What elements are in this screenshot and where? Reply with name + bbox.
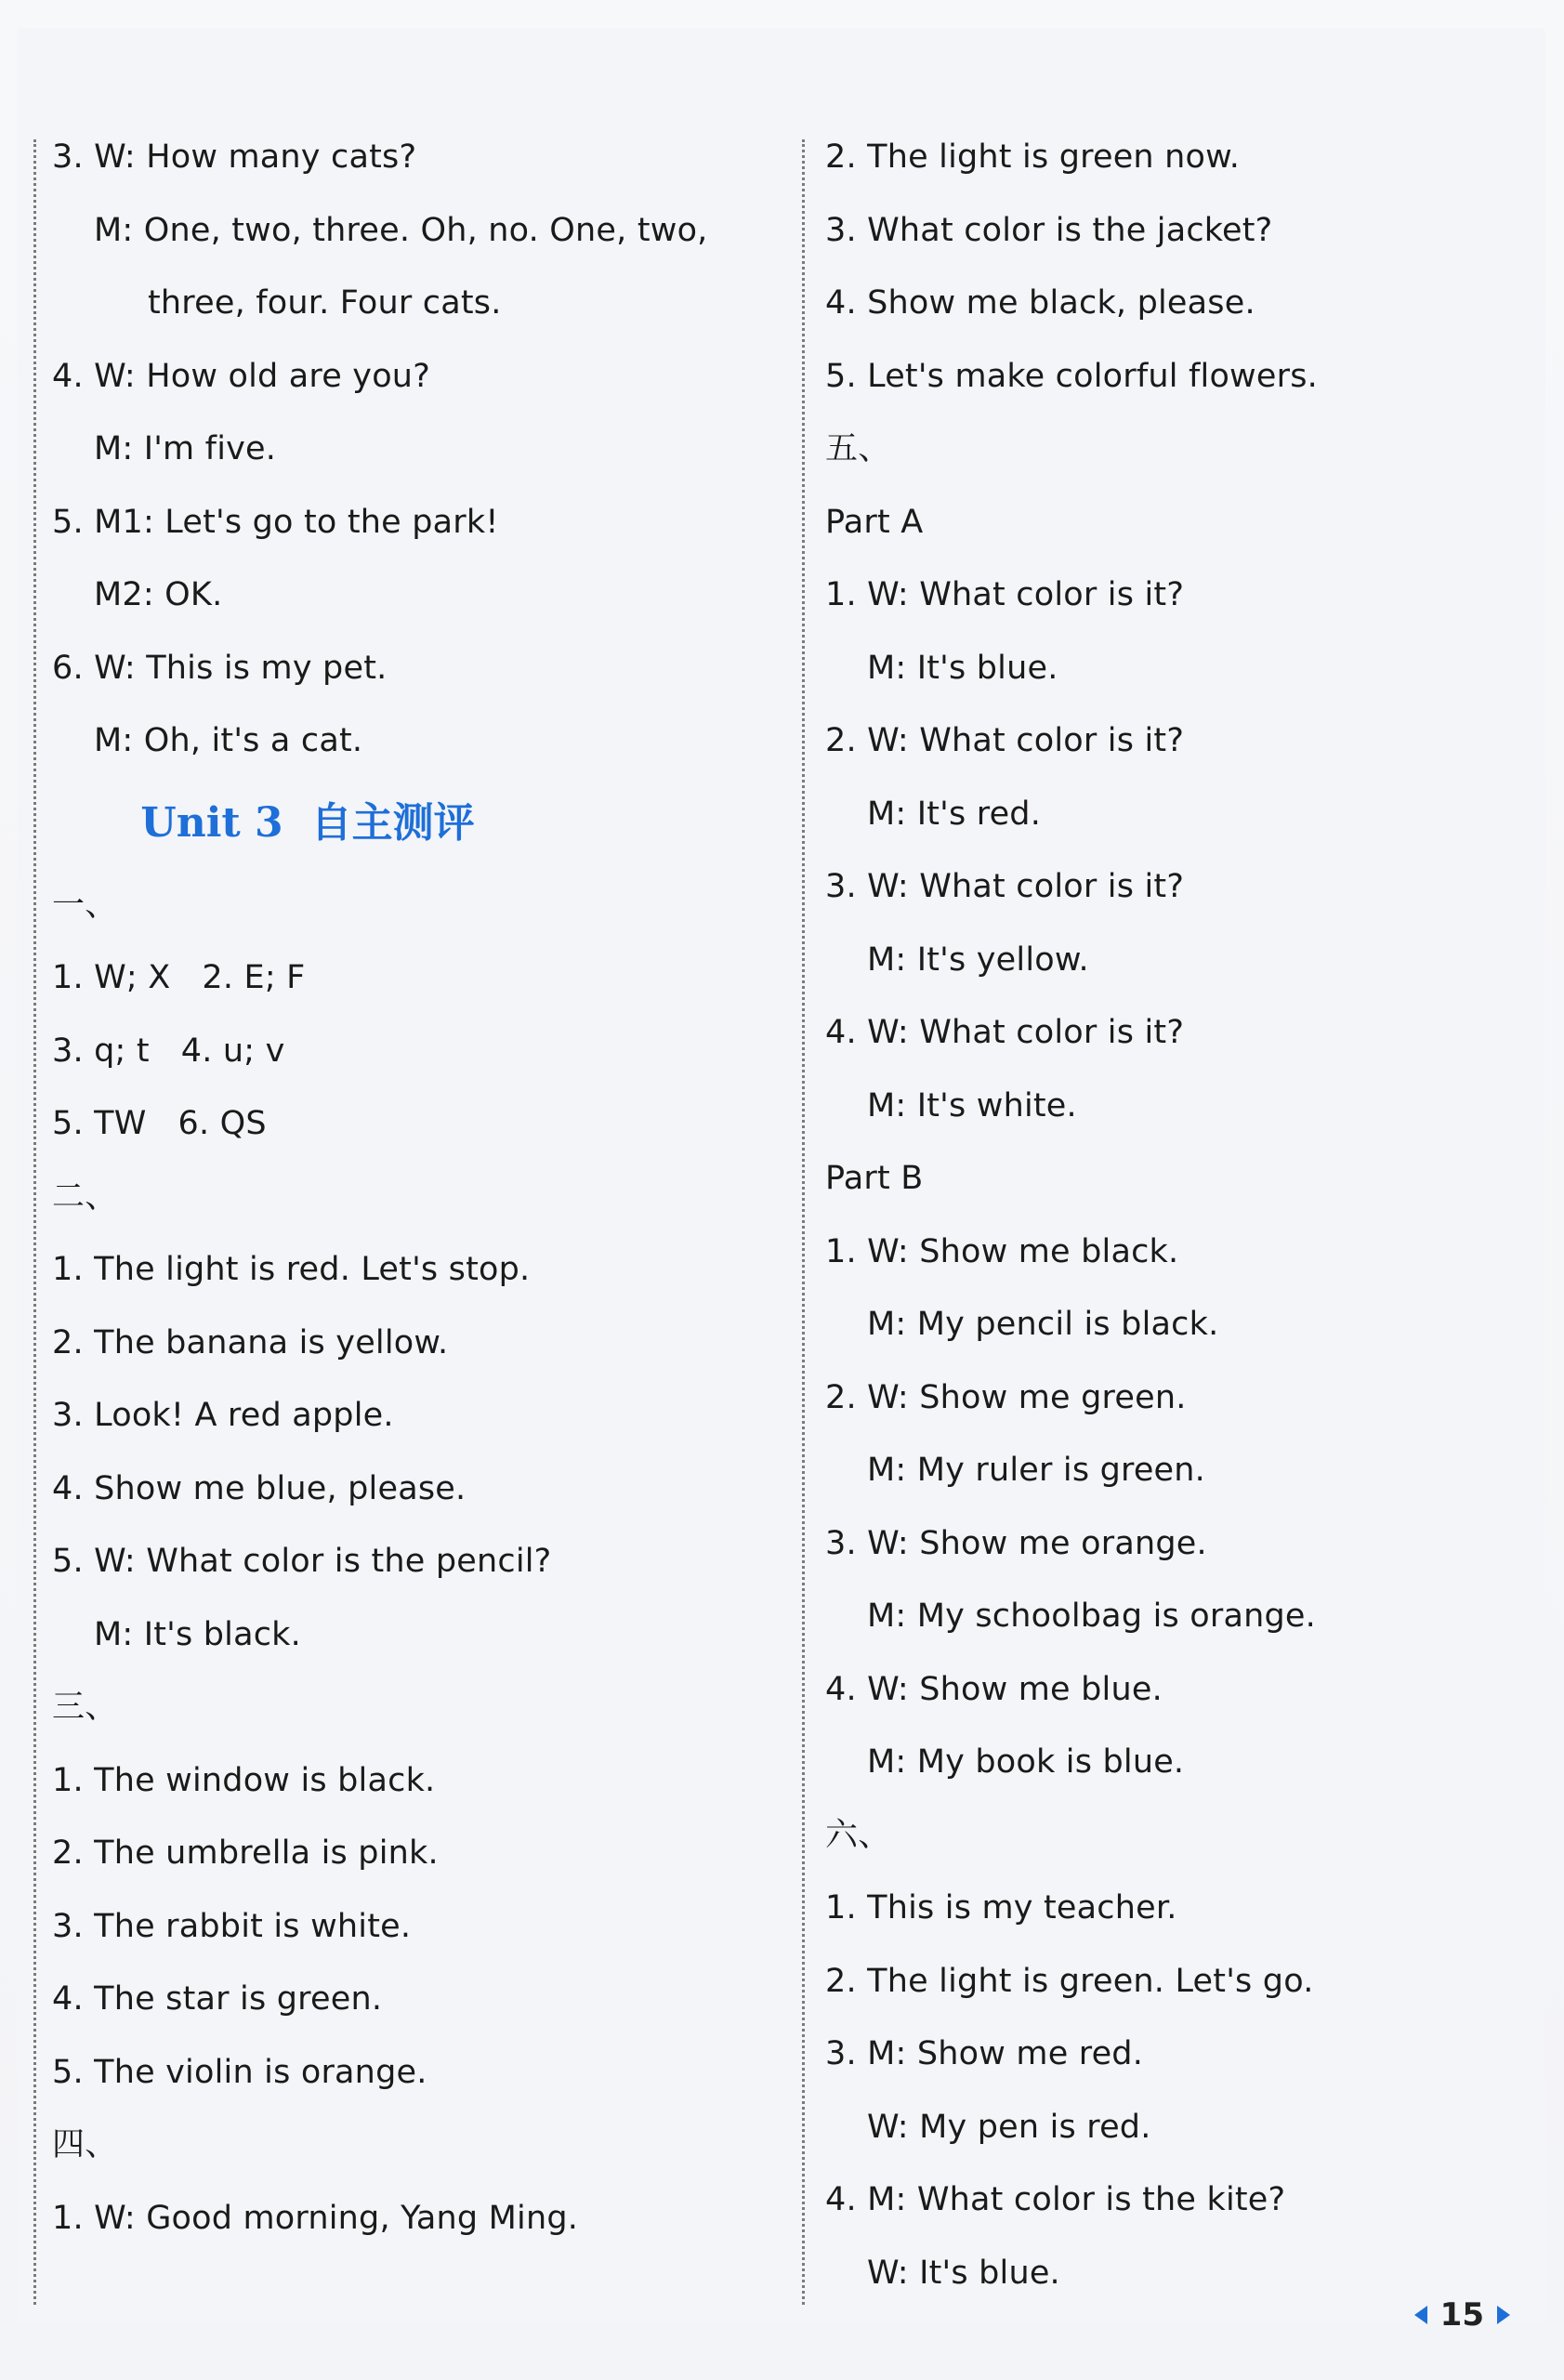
answer-line: M: Oh, it's a cat.	[94, 722, 363, 759]
answer-line: 2. The light is green now.	[825, 138, 1241, 176]
answer-line: 4. Show me blue, please.	[52, 1469, 467, 1507]
answer-line: 2. W: Show me green.	[825, 1378, 1187, 1416]
answer-line: M: One, two, three. Oh, no. One, two,	[94, 211, 708, 249]
answer-line: 2. The umbrella is pink.	[52, 1834, 439, 1872]
answer-line: 六、	[825, 1816, 891, 1854]
answer-line: M: My ruler is green.	[867, 1452, 1205, 1489]
answer-line: 5. M1: Let's go to the park!	[52, 503, 499, 541]
left-column	[52, 121, 795, 2255]
unit-heading	[52, 778, 795, 869]
answer-line: Part B	[825, 1160, 924, 1197]
answer-line: W: My pen is red.	[867, 2108, 1151, 2146]
answer-line: 6. W: This is my pet.	[52, 649, 388, 687]
answer-line: 4. W: How old are you?	[52, 357, 430, 395]
right-lines	[825, 121, 1531, 2309]
answer-line: 3. What color is the jacket?	[825, 211, 1273, 249]
answer-line: 3. W: Show me orange.	[825, 1524, 1207, 1562]
answer-line: M: It's black.	[94, 1615, 301, 1653]
answer-line: M: It's yellow.	[867, 940, 1089, 979]
answer-line: 一、	[52, 886, 118, 924]
answer-line: 3. q; t 4. u; v	[52, 1032, 285, 1070]
answer-line: three, four. Four cats.	[148, 284, 502, 322]
answer-line: 4. Show me black, please.	[825, 284, 1255, 322]
answer-line: 5. Let's make colorful flowers.	[825, 357, 1318, 395]
answer-line: 4. W: What color is it?	[825, 1014, 1185, 1051]
answer-line: M: My schoolbag is orange.	[867, 1598, 1316, 1635]
answer-line: M2: OK.	[94, 576, 223, 613]
answer-line: 3. W: How many cats?	[52, 138, 417, 176]
answer-line: 1. The light is red. Let's stop.	[52, 1251, 531, 1288]
answer-line: 4. W: Show me blue.	[825, 1670, 1163, 1708]
triangle-left-icon	[1414, 2306, 1427, 2324]
right-column	[825, 121, 1531, 2309]
triangle-right-icon	[1497, 2306, 1510, 2324]
answer-line: M: It's blue.	[867, 649, 1058, 687]
answer-line: 二、	[52, 1177, 118, 1216]
page-number: 15	[1439, 2296, 1484, 2334]
answer-line: 2. The light is green. Let's go.	[825, 1962, 1314, 2000]
column-divider	[802, 139, 805, 2305]
unit-label: Unit 3	[140, 798, 283, 847]
answer-line: 3. W: What color is it?	[825, 868, 1185, 905]
answer-line: W: It's blue.	[867, 2254, 1060, 2292]
answer-line: 2. W: What color is it?	[825, 722, 1185, 759]
answer-line: 3. The rabbit is white.	[52, 1907, 412, 1945]
answer-line: 1. W; X 2. E; F	[52, 959, 306, 996]
page-navigator	[1414, 2296, 1510, 2334]
answer-line: 1. This is my teacher.	[825, 1889, 1177, 1926]
unit-title: 自主测评	[310, 798, 475, 847]
answer-line: 2. The banana is yellow.	[52, 1323, 449, 1361]
answer-line: 3. M: Show me red.	[825, 2035, 1144, 2072]
answer-line: Part A	[825, 503, 924, 541]
left-dotted-border	[33, 139, 36, 2305]
answer-line: 1. W: Good morning, Yang Ming.	[52, 2199, 579, 2237]
answer-line: 四、	[52, 2126, 118, 2163]
answer-line: M: It's white.	[867, 1086, 1077, 1124]
answer-line: 1. W: Show me black.	[825, 1232, 1179, 1270]
answer-line: 5. TW 6. QS	[52, 1105, 267, 1142]
answer-line: 5. The violin is orange.	[52, 2053, 427, 2091]
answer-line: 4. M: What color is the kite?	[825, 2181, 1286, 2218]
left-lines	[52, 121, 795, 778]
left-lines-after-heading	[52, 869, 795, 2255]
answer-line: M: It's red.	[867, 795, 1042, 833]
answer-line: 1. The window is black.	[52, 1761, 436, 1799]
answer-line: M: I'm five.	[94, 430, 277, 467]
answer-line: 三、	[52, 1689, 118, 1726]
answer-line: 五、	[825, 430, 891, 467]
answer-line: M: My book is blue.	[867, 1743, 1185, 1781]
answer-line: 4. The star is green.	[52, 1980, 383, 2018]
answer-line: M: My pencil is black.	[867, 1306, 1219, 1343]
answer-line: 5. W: What color is the pencil?	[52, 1543, 552, 1580]
answer-line: 1. W: What color is it?	[825, 576, 1185, 613]
answer-sheet	[17, 28, 1545, 2323]
answer-line: 3. Look! A red apple.	[52, 1397, 394, 1434]
